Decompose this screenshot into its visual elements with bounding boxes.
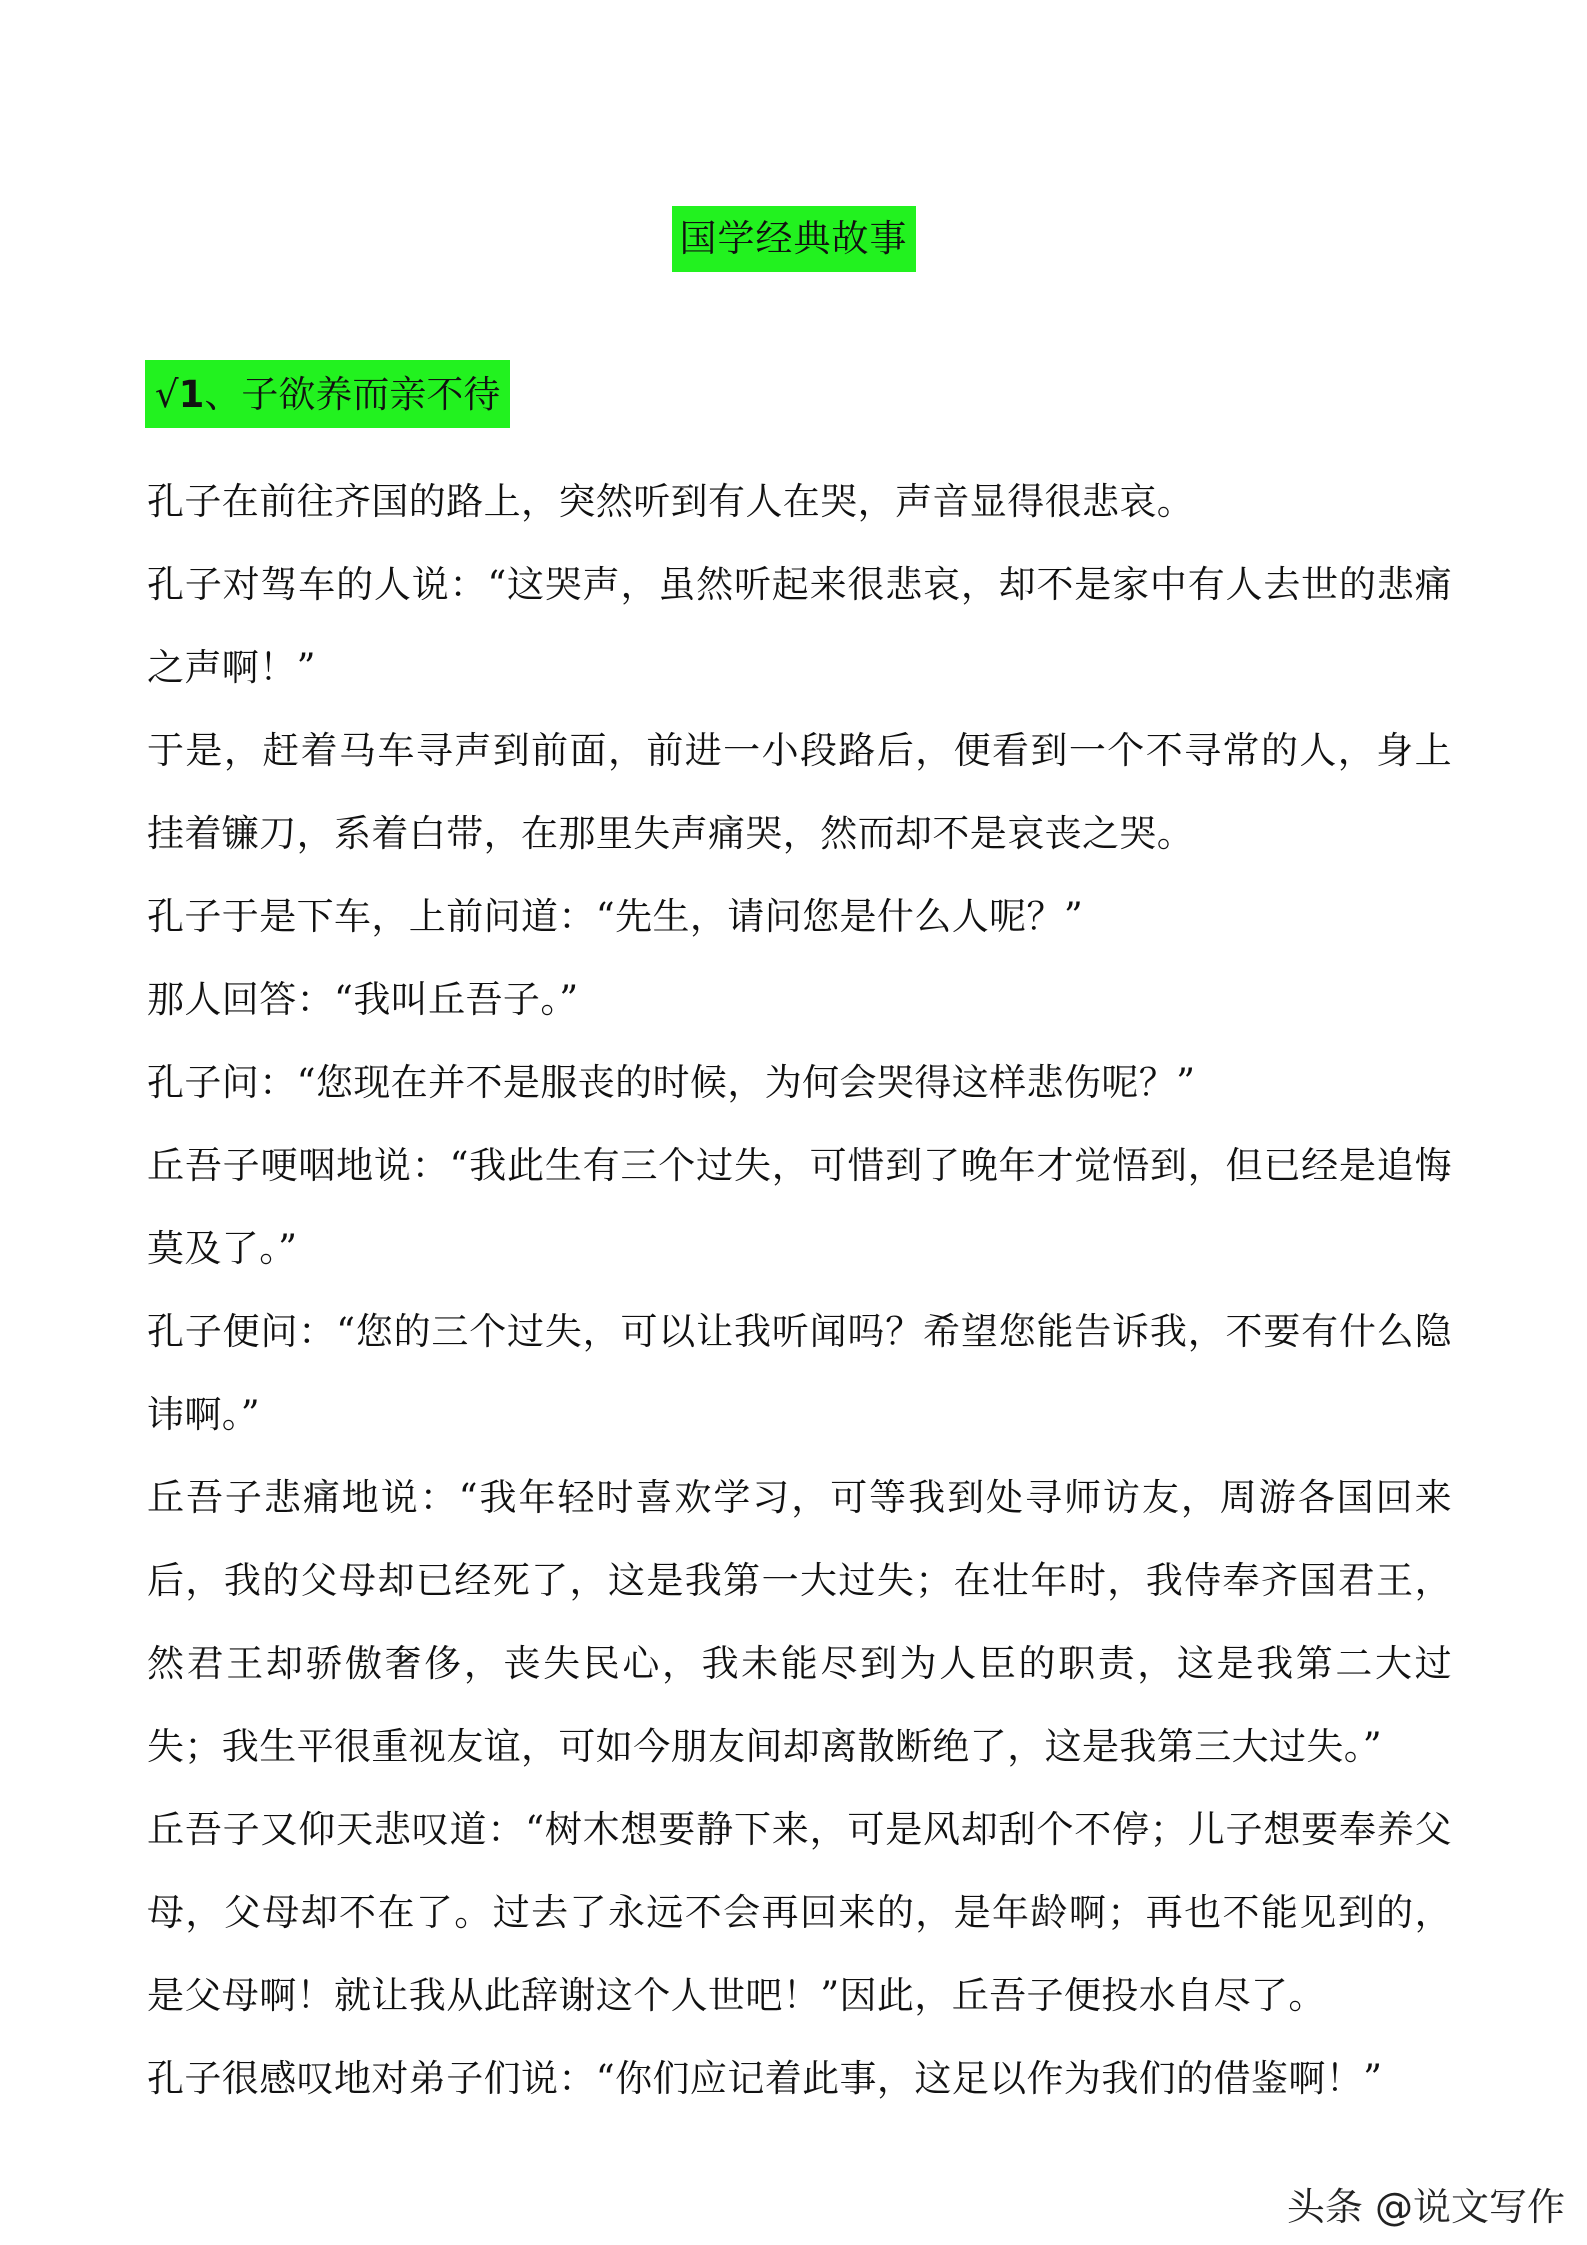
section-title: 子欲养而亲不待	[241, 373, 501, 416]
section-heading	[145, 360, 510, 428]
title-container	[0, 206, 1587, 272]
paragraph: 孔子在前往齐国的路上，突然听到有人在哭，声音显得很悲哀。	[147, 480, 1195, 523]
checkmark-icon: √	[155, 373, 179, 416]
paragraph: 那人回答：“我叫丘吾子。”	[147, 978, 579, 1021]
paragraph: 孔子于是下车，上前问道：“先生，请问您是什么人呢？”	[147, 895, 1084, 938]
watermark: 头条 @说文写作	[1286, 2185, 1565, 2229]
paragraph: 孔子问：“您现在并不是服丧的时候，为何会哭得这样悲伤呢？”	[147, 1061, 1196, 1104]
document-title: 国学经典故事	[672, 206, 916, 272]
paragraph: 丘吾子哽咽地说：“我此生有三个过失，可惜到了晚年才觉悟到，但已经是追悔莫及了。”	[147, 1144, 1452, 1270]
paragraph: 丘吾子又仰天悲叹道：“树木想要静下来，可是风却刮个不停；儿子想要奉养父母，父母却不在了。过去了永远不会再回来的，是年龄啊；再也不能见到的，是父母啊！就让我从此辞谢这个人世吧！”因此，丘吾子便投水自尽了。	[147, 1808, 1452, 2017]
section-number: 1	[178, 373, 205, 416]
section-separator: 、	[204, 373, 242, 416]
paragraph: 孔子对驾车的人说：“这哭声，虽然听起来很悲哀，却不是家中有人去世的悲痛之声啊！”	[147, 563, 1452, 689]
paragraph: 于是，赶着马车寻声到前面，前进一小段路后，便看到一个不寻常的人，身上挂着镰刀，系着白带，在那里失声痛哭，然而却不是哀丧之哭。	[147, 729, 1452, 855]
paragraph: 孔子便问：“您的三个过失，可以让我听闻吗？希望您能告诉我，不要有什么隐讳啊。”	[147, 1310, 1452, 1436]
paragraph: 孔子很感叹地对弟子们说：“你们应记着此事，这足以作为我们的借鉴啊！”	[147, 2057, 1383, 2100]
paragraph: 丘吾子悲痛地说：“我年轻时喜欢学习，可等我到处寻师访友，周游各国回来后，我的父母却已经死了，这是我第一大过失；在壮年时，我侍奉齐国君王，然君王却骄傲奢侈，丧失民心，我未能尽到为人臣的职责，这是我第二大过失；我生平很重视友谊，可如今朋友间却离散断绝了，这是我第三大过失。”	[147, 1476, 1452, 1768]
story-body	[147, 460, 1452, 2120]
